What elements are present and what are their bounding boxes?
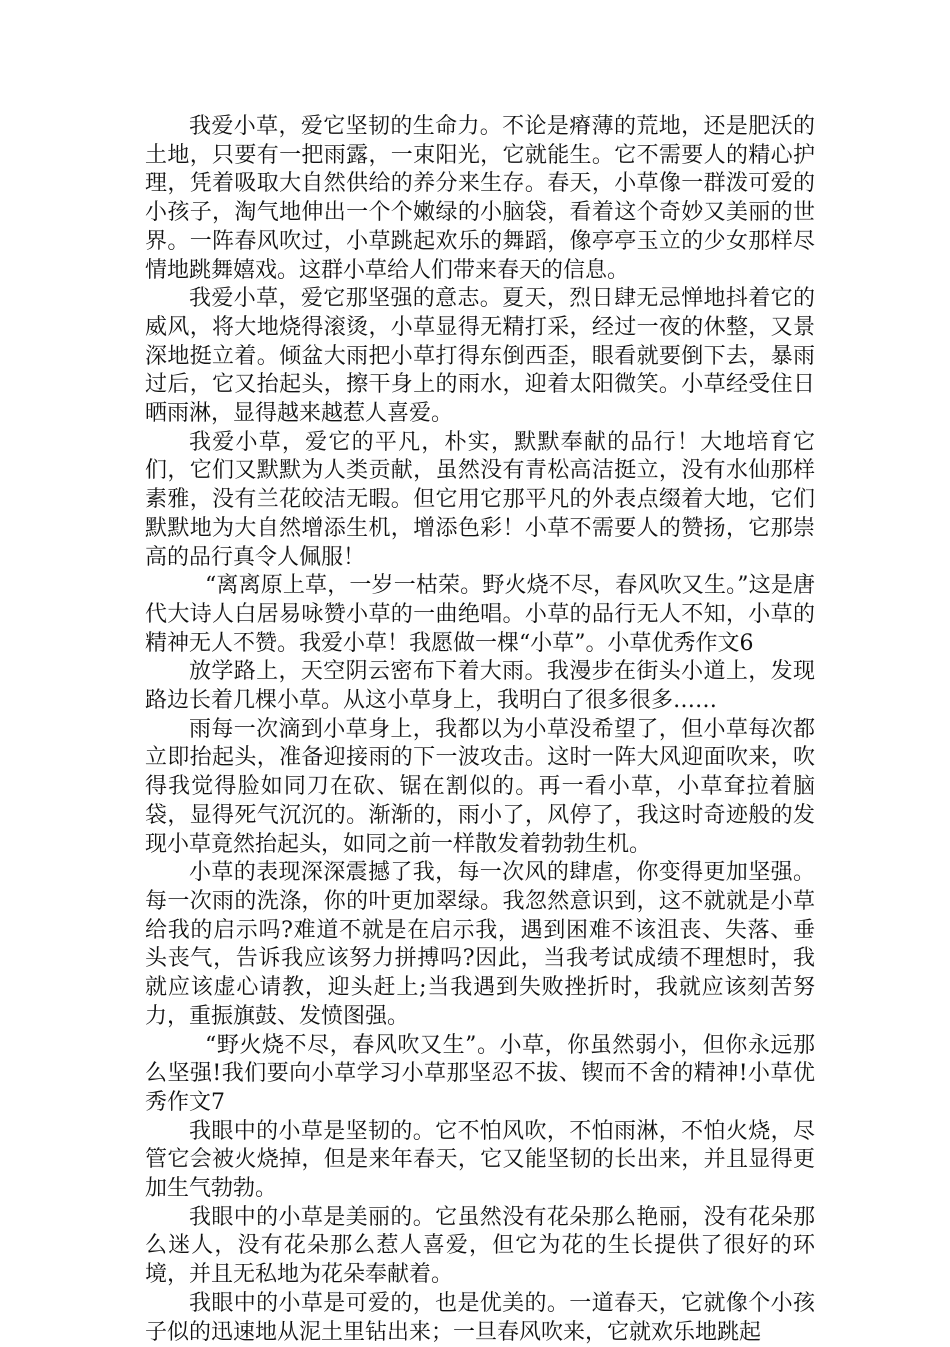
paragraph: 雨每一次滴到小草身上，我都以为小草没希望了，但小草每次都立即抬起头，准备迎接雨的下一波攻击。这时一阵大风迎面吹来，吹得我觉得脸如同刀在砍、锯在割似的。再一看小草，小草耷拉着脑袋，显得死气沉沉的。渐渐的，雨小了，风停了，我这时奇迹般的发现小草竟然抬起头，如同之前一样散发着勃勃生机。 <box>145 716 815 857</box>
paragraph: 我眼中的小草是可爱的，也是优美的。一道春天，它就像个小孩子似的迅速地从泥土里钻出来；一旦春风吹来，它就欢乐地跳起 <box>145 1290 815 1345</box>
paragraph: 我眼中的小草是坚韧的。它不怕风吹，不怕雨淋，不怕火烧，尽管它会被火烧掉，但是来年春天，它又能坚韧的长出来，并且显得更加生气勃勃。 <box>145 1118 815 1202</box>
paragraph: 我爱小草，爱它的平凡，朴实，默默奉献的品行！大地培育它们，它们又默默为人类贡献，虽然没有青松高洁挺立，没有水仙那样素雅，没有兰花皎洁无暇。但它用它那平凡的外表点缀着大地，它们默默地为大自然增添生机，增添色彩！小草不需要人的赞扬，它那崇高的品行真令人佩服！ <box>145 429 815 570</box>
paragraph-quote: “离离原上草，一岁一枯荣。野火烧不尽，春风吹又生。”这是唐代大诗人白居易咏赞小草的一曲绝唱。小草的品行无人不知，小草的精神无人不赞。我爱小草！我愿做一棵“小草”。小草优秀作文6 <box>145 573 815 656</box>
paragraph: 我爱小草，爱它那坚强的意志。夏天，烈日肆无忌惮地抖着它的威风，将大地烧得滚烫，小草显得无精打采，经过一夜的休整，又景深地挺立着。倾盆大雨把小草打得东倒西歪，眼看就要倒下去，暴雨过后，它又抬起头，擦干身上的雨水，迎着太阳微笑。小草经受住日晒雨淋，显得越来越惹人喜爱。 <box>145 286 815 427</box>
paragraph: 我爱小草，爱它坚韧的生命力。不论是瘠薄的荒地，还是肥沃的土地，只要有一把雨露，一束阳光，它就能生。它不需要人的精心护理，凭着吸取大自然供给的养分来生存。春天，小草像一群泼可爱的小孩子，淘气地伸出一个个嫩绿的小脑袋，看着这个奇妙又美丽的世界。一阵春风吹过，小草跳起欢乐的舞蹈，像亭亭玉立的少女那样尽情地跳舞嬉戏。这群小草给人们带来春天的信息。 <box>145 114 815 283</box>
paragraph: 小草的表现深深震撼了我，每一次风的肆虐，你变得更加坚强。每一次雨的洗涤，你的叶更加翠绿。我忽然意识到，这不就就是小草给我的启示吗?难道不就是在启示我，遇到困难不该沮丧、失落、垂头丧气，告诉我应该努力拼搏吗?因此，当我考试成绩不理想时，我就应该虚心请教，迎头赶上;当我遇到失败挫折时，我就应该刻苦努力，重振旗鼓、发愤图强。 <box>145 860 815 1029</box>
paragraph: 我眼中的小草是美丽的。它虽然没有花朵那么艳丽，没有花朵那么迷人，没有花朵那么惹人喜爱，但它为花的生长提供了很好的环境，并且无私地为花朵奉献着。 <box>145 1204 815 1288</box>
essay-body <box>145 113 815 1347</box>
paragraph: 放学路上，天空阴云密布下着大雨。我漫步在街头小道上，发现路边长着几棵小草。从这小草身上，我明白了很多很多…… <box>145 659 815 714</box>
paragraph-quote: “野火烧不尽，春风吹又生”。小草，你虽然弱小，但你永远那么坚强!我们要向小草学习小草那坚忍不拔、锲而不舍的精神!小草优秀作文7 <box>145 1032 815 1115</box>
